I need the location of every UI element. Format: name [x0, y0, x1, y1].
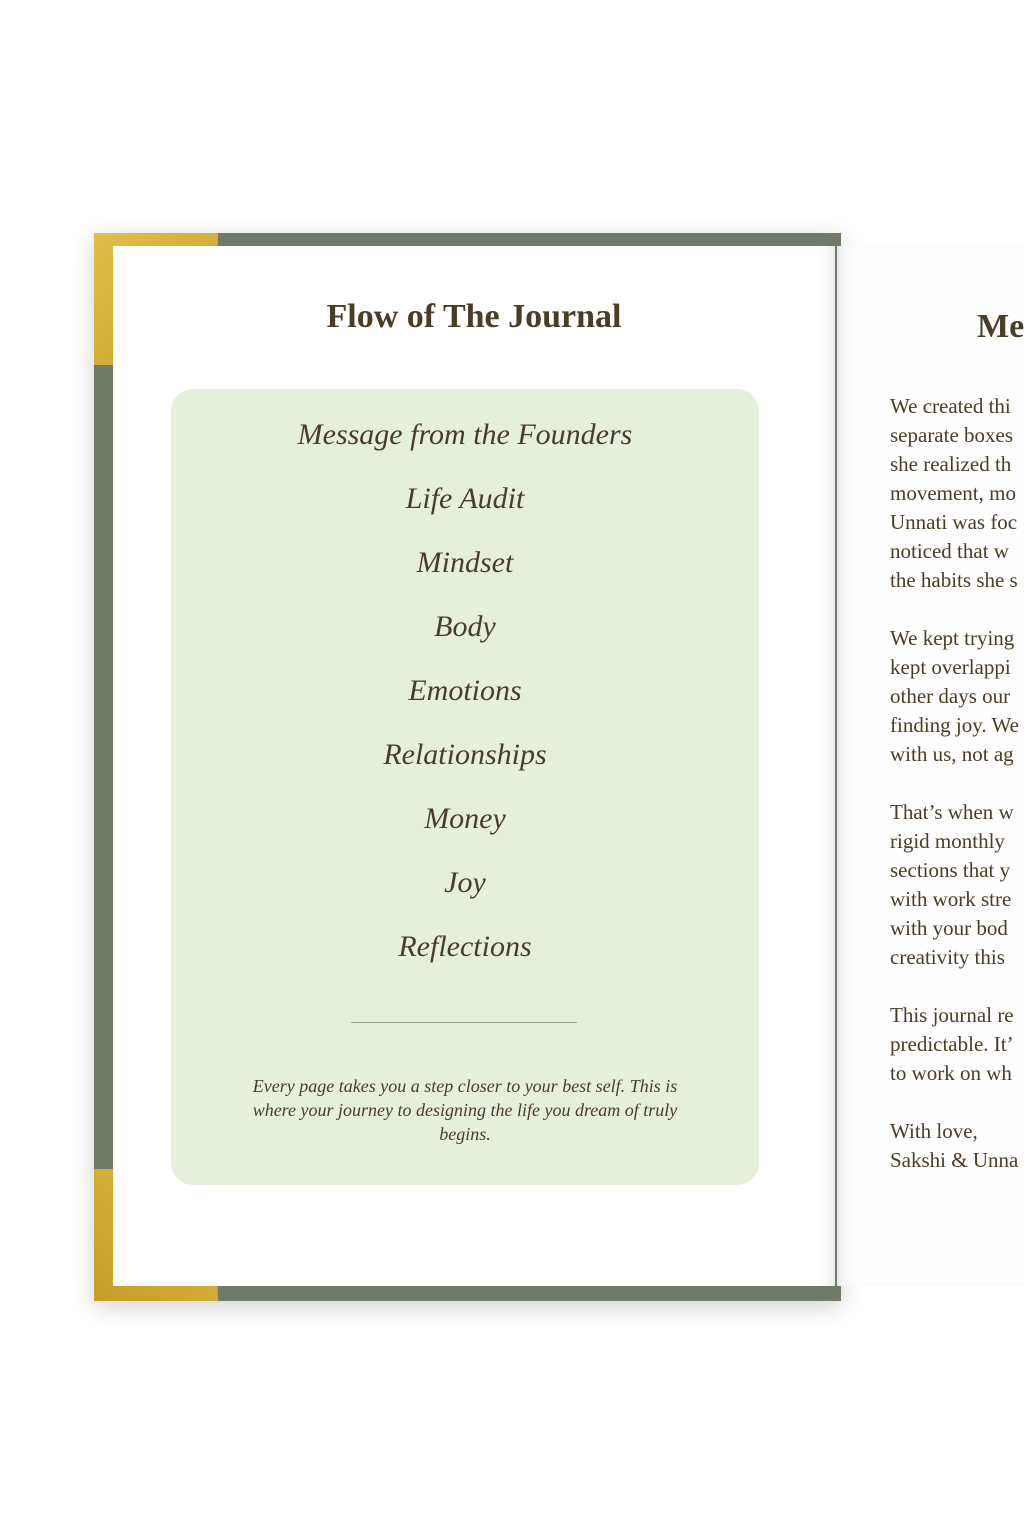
letter-signoff — [890, 1117, 1024, 1175]
letter-line: With love, — [890, 1119, 978, 1143]
letter-paragraph — [890, 392, 1024, 595]
section-item: Joy — [444, 866, 486, 899]
section-item: Relationships — [383, 738, 547, 771]
letter-paragraph — [890, 1001, 1024, 1088]
closing-quote — [251, 1074, 679, 1146]
section-item: Life Audit — [405, 482, 525, 515]
quote-line: This is where your journey to designing the life you — [252, 1076, 678, 1120]
letter-paragraph — [890, 624, 1024, 769]
letter-line: other days our — [890, 684, 1011, 708]
letter-line: sections that y — [890, 858, 1011, 882]
letter-line: That’s when w — [890, 800, 1014, 824]
section-list — [171, 413, 759, 989]
letter-line: We kept trying — [890, 626, 1015, 650]
founders-letter — [890, 392, 1024, 1204]
letter-line: Sakshi & Unna — [890, 1148, 1019, 1172]
section-item: Mindset — [416, 546, 514, 579]
section-item: Body — [434, 610, 496, 643]
divider — [351, 1022, 577, 1023]
right-page-title: Me — [977, 308, 1024, 345]
letter-line: We created thi — [890, 394, 1011, 418]
letter-line: with your bod — [890, 916, 1008, 940]
section-item: Reflections — [398, 930, 532, 963]
letter-line: with work stre — [890, 887, 1012, 911]
letter-line: Unnati was foc — [890, 510, 1018, 534]
page-title: Flow of The Journal — [326, 298, 622, 335]
quote-line: dream of truly begins. — [439, 1100, 678, 1144]
letter-line: kept overlappi — [890, 655, 1011, 679]
quote-line: Every page takes you a step closer to your best self. — [252, 1076, 626, 1096]
letter-line: predictable. It’ — [890, 1032, 1014, 1056]
letter-line: separate boxes — [890, 423, 1014, 447]
letter-line: movement, mo — [890, 481, 1016, 505]
letter-line: she realized th — [890, 452, 1012, 476]
letter-line: noticed that w — [890, 539, 1009, 563]
letter-line: This journal re — [890, 1003, 1014, 1027]
section-item: Message from the Founders — [297, 418, 633, 451]
left-page — [113, 246, 835, 1286]
letter-line: with us, not ag — [890, 742, 1014, 766]
letter-line: creativity this — [890, 945, 1005, 969]
letter-line: finding joy. We — [890, 713, 1019, 737]
section-item: Emotions — [408, 674, 522, 707]
flow-panel — [171, 389, 759, 1185]
letter-line: to work on wh — [890, 1061, 1012, 1085]
section-item: Money — [424, 802, 506, 835]
letter-line: the habits she s — [890, 568, 1018, 592]
letter-paragraph — [890, 798, 1024, 972]
right-page — [837, 246, 1024, 1286]
letter-line: rigid monthly — [890, 829, 1005, 853]
